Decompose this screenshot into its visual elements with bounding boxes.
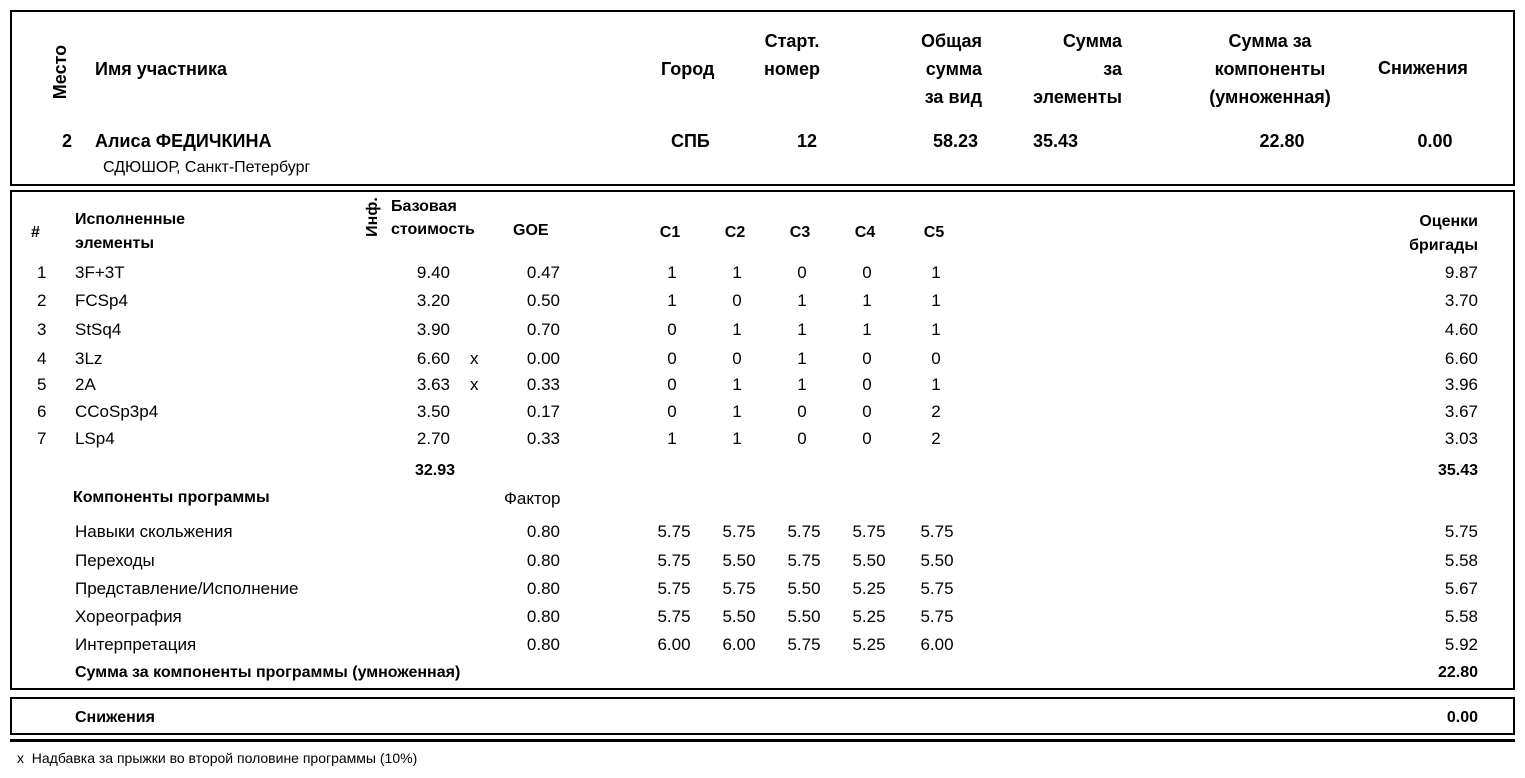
element-judge-c1: 0 — [667, 349, 677, 368]
component-judge-c3: 5.50 — [787, 579, 821, 598]
num-header: # — [31, 224, 40, 241]
element-code: 3Lz — [75, 349, 103, 368]
component-judge-c2: 5.50 — [722, 551, 756, 570]
element-judge-c3: 1 — [797, 375, 807, 394]
goe-header: GOE — [513, 222, 549, 239]
element-judge-c4: 0 — [862, 402, 872, 421]
component-judge-c4: 5.75 — [852, 522, 886, 541]
element-code: CCoSp3p4 — [75, 402, 159, 421]
element-judge-c4: 0 — [862, 349, 872, 368]
footer-divider — [10, 739, 1515, 742]
judge-header-c1: C1 — [659, 224, 681, 241]
component-name: Переходы — [75, 551, 155, 570]
judge-header-c5: C5 — [923, 224, 945, 241]
component-factor: 0.80 — [526, 607, 560, 626]
judge-header-c2: C2 — [724, 224, 746, 241]
element-judge-c3: 1 — [797, 291, 807, 310]
element-row-7 — [0, 429, 1525, 453]
element-goe: 0.70 — [526, 320, 560, 339]
element-header: Исполненные элементы — [75, 211, 186, 252]
component-score: 5.67 — [1444, 579, 1478, 598]
component-factor: 0.80 — [526, 551, 560, 570]
component-judge-c2: 5.75 — [722, 522, 756, 541]
element-row-2 — [0, 291, 1525, 315]
component-judge-c4: 5.25 — [852, 635, 886, 654]
component-judge-c3: 5.75 — [787, 635, 821, 654]
element-base: 6.60 — [416, 349, 450, 368]
component-judge-c5: 5.75 — [920, 579, 954, 598]
base-value-total: 32.93 — [414, 462, 455, 479]
element-goe: 0.17 — [526, 402, 560, 421]
element-base: 3.50 — [416, 402, 450, 421]
component-judge-c4: 5.50 — [852, 551, 886, 570]
skater-place: 2 — [62, 131, 73, 151]
component-judge-c3: 5.75 — [787, 551, 821, 570]
element-num: 3 — [37, 320, 47, 339]
element-judge-c5: 1 — [931, 291, 941, 310]
skater-city: СПБ — [671, 131, 710, 151]
element-row-5 — [0, 375, 1525, 399]
component-judge-c2: 5.75 — [722, 579, 756, 598]
element-judge-c1: 0 — [667, 320, 677, 339]
element-goe: 0.00 — [526, 349, 560, 368]
components-score-header: Сумма за компоненты (умноженная) — [1209, 31, 1331, 107]
element-judge-c5: 1 — [931, 320, 941, 339]
element-score: 9.87 — [1444, 263, 1478, 282]
element-judge-c2: 1 — [732, 263, 742, 282]
element-goe: 0.50 — [526, 291, 560, 310]
element-score: 4.60 — [1444, 320, 1478, 339]
component-factor: 0.80 — [526, 522, 560, 541]
component-judge-c3: 5.50 — [787, 607, 821, 626]
element-judge-c4: 1 — [862, 291, 872, 310]
skater-name: Алиса ФЕДИЧКИНА — [95, 131, 272, 151]
element-goe: 0.33 — [526, 429, 560, 448]
element-code: FCSp4 — [75, 291, 128, 310]
element-code: 2A — [75, 375, 96, 394]
skater-start-number: 12 — [796, 131, 818, 151]
element-judge-c4: 0 — [862, 375, 872, 394]
judge-header-c3: C3 — [789, 224, 811, 241]
element-judge-c4: 0 — [862, 429, 872, 448]
component-judge-c4: 5.25 — [852, 579, 886, 598]
element-score: 3.96 — [1444, 375, 1478, 394]
element-score: 3.03 — [1444, 429, 1478, 448]
component-row-5 — [0, 635, 1525, 659]
footnote — [17, 750, 417, 766]
deductions-box — [10, 697, 1515, 735]
element-judge-c4: 0 — [862, 263, 872, 282]
element-judge-c3: 0 — [797, 263, 807, 282]
element-base: 2.70 — [416, 429, 450, 448]
element-score: 3.70 — [1444, 291, 1478, 310]
element-judge-c3: 0 — [797, 429, 807, 448]
components-total-label: Сумма за компоненты программы (умноженная) — [75, 664, 461, 681]
element-judge-c1: 0 — [667, 375, 677, 394]
element-base: 3.90 — [416, 320, 450, 339]
factor-header: Фактор — [504, 489, 561, 508]
component-factor: 0.80 — [526, 635, 560, 654]
component-score: 5.58 — [1444, 551, 1478, 570]
component-judge-c1: 5.75 — [657, 579, 691, 598]
elements-score-header: Сумма за элементы — [1033, 31, 1122, 107]
element-judge-c4: 1 — [862, 320, 872, 339]
element-row-3 — [0, 320, 1525, 344]
element-row-6 — [0, 402, 1525, 426]
component-name: Хореография — [75, 607, 182, 626]
skater-elements-score: 35.43 — [1033, 131, 1079, 151]
element-judge-c2: 0 — [732, 291, 742, 310]
deductions-value: 0.00 — [1446, 709, 1478, 726]
element-num: 5 — [37, 375, 47, 394]
element-judge-c2: 1 — [732, 429, 742, 448]
element-num: 2 — [37, 291, 47, 310]
judge-header-c4: C4 — [854, 224, 876, 241]
element-num: 7 — [37, 429, 47, 448]
component-row-3 — [0, 579, 1525, 603]
component-score: 5.92 — [1444, 635, 1478, 654]
components-title: Компоненты программы — [73, 489, 270, 506]
skater-components-score: 22.80 — [1259, 131, 1305, 151]
footnote-mark: x — [17, 750, 24, 766]
element-judge-c1: 1 — [667, 263, 677, 282]
components-total: 22.80 — [1437, 664, 1478, 681]
skater-club: СДЮШОР, Санкт-Петербург — [103, 159, 311, 176]
element-judge-c2: 1 — [732, 402, 742, 421]
element-judge-c5: 1 — [931, 375, 941, 394]
element-judge-c3: 1 — [797, 320, 807, 339]
component-row-1 — [0, 522, 1525, 546]
component-judge-c1: 6.00 — [657, 635, 691, 654]
element-judge-c3: 1 — [797, 349, 807, 368]
deductions-header: Снижения — [1378, 58, 1468, 78]
element-num: 1 — [37, 263, 47, 282]
element-judge-c1: 0 — [667, 402, 677, 421]
place-header: Место — [50, 44, 70, 100]
skater-total-score: 58.23 — [932, 131, 978, 151]
element-goe: 0.47 — [526, 263, 560, 282]
start-number-header: Старт. номер — [764, 31, 820, 79]
component-judge-c5: 5.50 — [920, 551, 954, 570]
element-base: 3.20 — [416, 291, 450, 310]
component-judge-c5: 6.00 — [920, 635, 954, 654]
component-factor: 0.80 — [526, 579, 560, 598]
element-row-1 — [0, 263, 1525, 287]
element-judge-c3: 0 — [797, 402, 807, 421]
component-score: 5.75 — [1444, 522, 1478, 541]
element-code: StSq4 — [75, 320, 122, 339]
element-score: 3.67 — [1444, 402, 1478, 421]
total-score-header: Общая сумма за вид — [920, 31, 982, 107]
element-code: LSp4 — [75, 429, 115, 448]
element-judge-c5: 0 — [931, 349, 941, 368]
element-judge-c2: 0 — [732, 349, 742, 368]
element-judge-c5: 1 — [931, 263, 941, 282]
panel-score-header: Оценки бригады — [1409, 213, 1478, 254]
component-name: Навыки скольжения — [75, 522, 233, 541]
element-judge-c5: 2 — [931, 429, 941, 448]
component-judge-c3: 5.75 — [787, 522, 821, 541]
component-judge-c2: 5.50 — [722, 607, 756, 626]
element-info: x — [470, 349, 479, 368]
element-info: x — [470, 375, 479, 394]
component-judge-c4: 5.25 — [852, 607, 886, 626]
component-judge-c1: 5.75 — [657, 551, 691, 570]
component-score: 5.58 — [1444, 607, 1478, 626]
element-num: 6 — [37, 402, 47, 421]
component-name: Представление/Исполнение — [75, 579, 299, 598]
element-goe: 0.33 — [526, 375, 560, 394]
component-row-2 — [0, 551, 1525, 575]
element-num: 4 — [37, 349, 47, 368]
element-judge-c1: 1 — [667, 291, 677, 310]
base-value-header: Базовая стоимость — [391, 198, 475, 238]
element-judge-c2: 1 — [732, 375, 742, 394]
name-header: Имя участника — [95, 59, 228, 79]
element-row-4 — [0, 349, 1525, 373]
component-name: Интерпретация — [75, 635, 197, 654]
component-judge-c5: 5.75 — [920, 607, 954, 626]
elements-score-total: 35.43 — [1437, 462, 1478, 479]
component-judge-c1: 5.75 — [657, 522, 691, 541]
element-judge-c5: 2 — [931, 402, 941, 421]
deductions-label: Снижения — [75, 709, 155, 726]
component-judge-c1: 5.75 — [657, 607, 691, 626]
element-base: 3.63 — [416, 375, 450, 394]
element-base: 9.40 — [416, 263, 450, 282]
component-row-4 — [0, 607, 1525, 631]
element-judge-c1: 1 — [667, 429, 677, 448]
footnote-text: Надбавка за прыжки во второй половине программы (10%) — [31, 750, 418, 766]
component-judge-c2: 6.00 — [722, 635, 756, 654]
component-judge-c5: 5.75 — [920, 522, 954, 541]
city-header: Город — [661, 59, 715, 79]
element-code: 3F+3T — [75, 263, 125, 282]
element-score: 6.60 — [1444, 349, 1478, 368]
info-header: Инф. — [364, 197, 381, 237]
element-judge-c2: 1 — [732, 320, 742, 339]
skater-deductions: 0.00 — [1417, 131, 1453, 151]
